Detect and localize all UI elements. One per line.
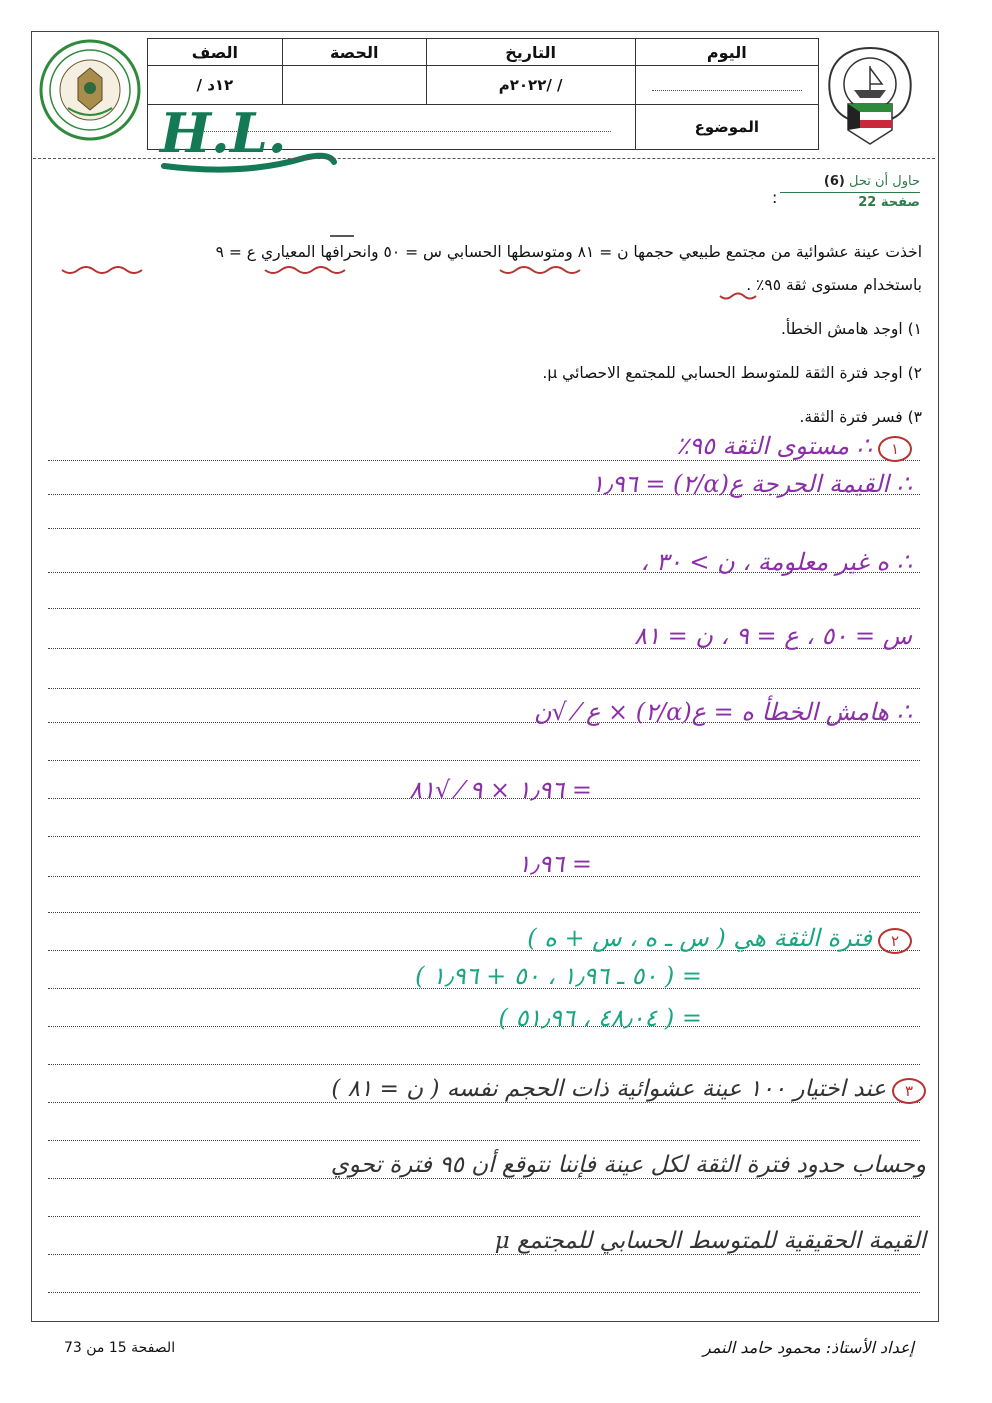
answer-3-line-2: وحساب حدود فترة الثقة لكل عينة فإننا نتوقع أن ٩٥ فترة تحوي bbox=[330, 1152, 926, 1178]
answer-2-line-1: ٢فترة الثقة هي ( س ـ ه ، س + ه ) bbox=[527, 924, 912, 954]
ruled-line bbox=[48, 1216, 920, 1217]
date-label: التاريخ bbox=[426, 39, 635, 66]
question-2: ٢) اوجد فترة الثقة للمتوسط الحسابي للمجتمع الاحصائي μ. bbox=[542, 364, 922, 382]
question-3: ٣) فسر فترة الثقة. bbox=[799, 408, 922, 426]
answer-3-number-circle: ٣ bbox=[892, 1078, 926, 1104]
answer-3-line-1: ٣عند اختيار ١٠٠ عينة عشوائية ذات الحجم نفسه ( ن = ٨١ ) bbox=[331, 1076, 926, 1104]
period-label: الحصة bbox=[282, 39, 426, 66]
ruled-line bbox=[48, 1178, 920, 1179]
try-label: حاول أن تحل bbox=[849, 174, 920, 189]
date-value: / /٢٠٢٢م bbox=[426, 66, 635, 104]
page-number: الصفحة 15 من 73 bbox=[64, 1340, 176, 1356]
answer-2-line-3: = ( ٤٨٫٠٤ ، ٥١٫٩٦ ) bbox=[498, 1004, 702, 1032]
answer-1-line-7: = ١٫٩٦ bbox=[517, 850, 592, 878]
answer-1-line-4: س = ٥٠ ، ع = ٩ ، ن = ٨١ bbox=[634, 622, 912, 650]
ruled-line bbox=[48, 688, 920, 689]
try-colon: : bbox=[772, 188, 778, 207]
ruled-line bbox=[48, 912, 920, 913]
page-frame bbox=[31, 31, 939, 1322]
subject-label: الموضوع bbox=[635, 104, 818, 149]
school-seal-logo bbox=[38, 38, 142, 142]
ruled-line bbox=[48, 528, 920, 529]
ruled-line bbox=[48, 1026, 920, 1027]
answer-1-line-5: ∴ هامش الخطأ ه = ع(α/٢) × ع ⁄ √ن bbox=[533, 698, 912, 726]
ruled-line bbox=[48, 608, 920, 609]
try-to-solve-box bbox=[780, 174, 920, 210]
problem-line-2: باستخدام مستوى ثقة ٩٥٪ . bbox=[746, 276, 922, 294]
header-separator bbox=[33, 158, 935, 159]
day-value bbox=[635, 66, 818, 104]
ruled-line bbox=[48, 1254, 920, 1255]
class-value: ١٢د / bbox=[148, 66, 283, 104]
ruled-line bbox=[48, 876, 920, 877]
ruled-line bbox=[48, 1064, 920, 1065]
ruled-line bbox=[48, 1292, 920, 1293]
initials-text: H.L. bbox=[160, 101, 287, 165]
ruled-line bbox=[48, 1140, 920, 1141]
author-credit: إعداد الأستاذ: محمود حامد النمر bbox=[703, 1338, 914, 1357]
try-page: صفحة 22 bbox=[858, 195, 920, 210]
try-number: (6) bbox=[823, 174, 845, 189]
answer-1-line-2: ∴ القيمة الحرجة ع(α/٢) = ١٫٩٦ bbox=[591, 470, 912, 498]
answer-2-line-2: = ( ٥٠ ـ ١٫٩٦ ، ٥٠ + ١٫٩٦ ) bbox=[415, 962, 702, 990]
answer-2-number-circle: ٢ bbox=[878, 928, 912, 954]
state-emblem-logo bbox=[820, 44, 920, 152]
answer-3-line-3: القيمة الحقيقية للمتوسط الحسابي للمجتمع μ bbox=[494, 1228, 926, 1254]
answer-1-line-6: = ١٫٩٦ × ٩ ⁄ √٨١ bbox=[409, 776, 592, 804]
answer-1-line-3: ∴ ه غير معلومة ، ن > ٣٠ ، bbox=[640, 548, 912, 576]
handwritten-initials bbox=[154, 96, 344, 176]
answer-1-line-1: ١∴ مستوى الثقة ٩٥٪ bbox=[676, 432, 912, 462]
answer-1-number-circle: ١ bbox=[878, 436, 912, 462]
ruled-line bbox=[48, 836, 920, 837]
ruled-line bbox=[48, 760, 920, 761]
class-label: الصف bbox=[148, 39, 283, 66]
problem-line-1: اخذت عينة عشوائية من مجتمع طبيعي حجمها ن = ٨١ ومتوسطها الحسابي س = ٥٠ وانحرافها المعياري ع = ٩ bbox=[215, 243, 922, 261]
question-1: ١) اوجد هامش الخطأ. bbox=[780, 320, 922, 338]
day-label: اليوم bbox=[635, 39, 818, 66]
